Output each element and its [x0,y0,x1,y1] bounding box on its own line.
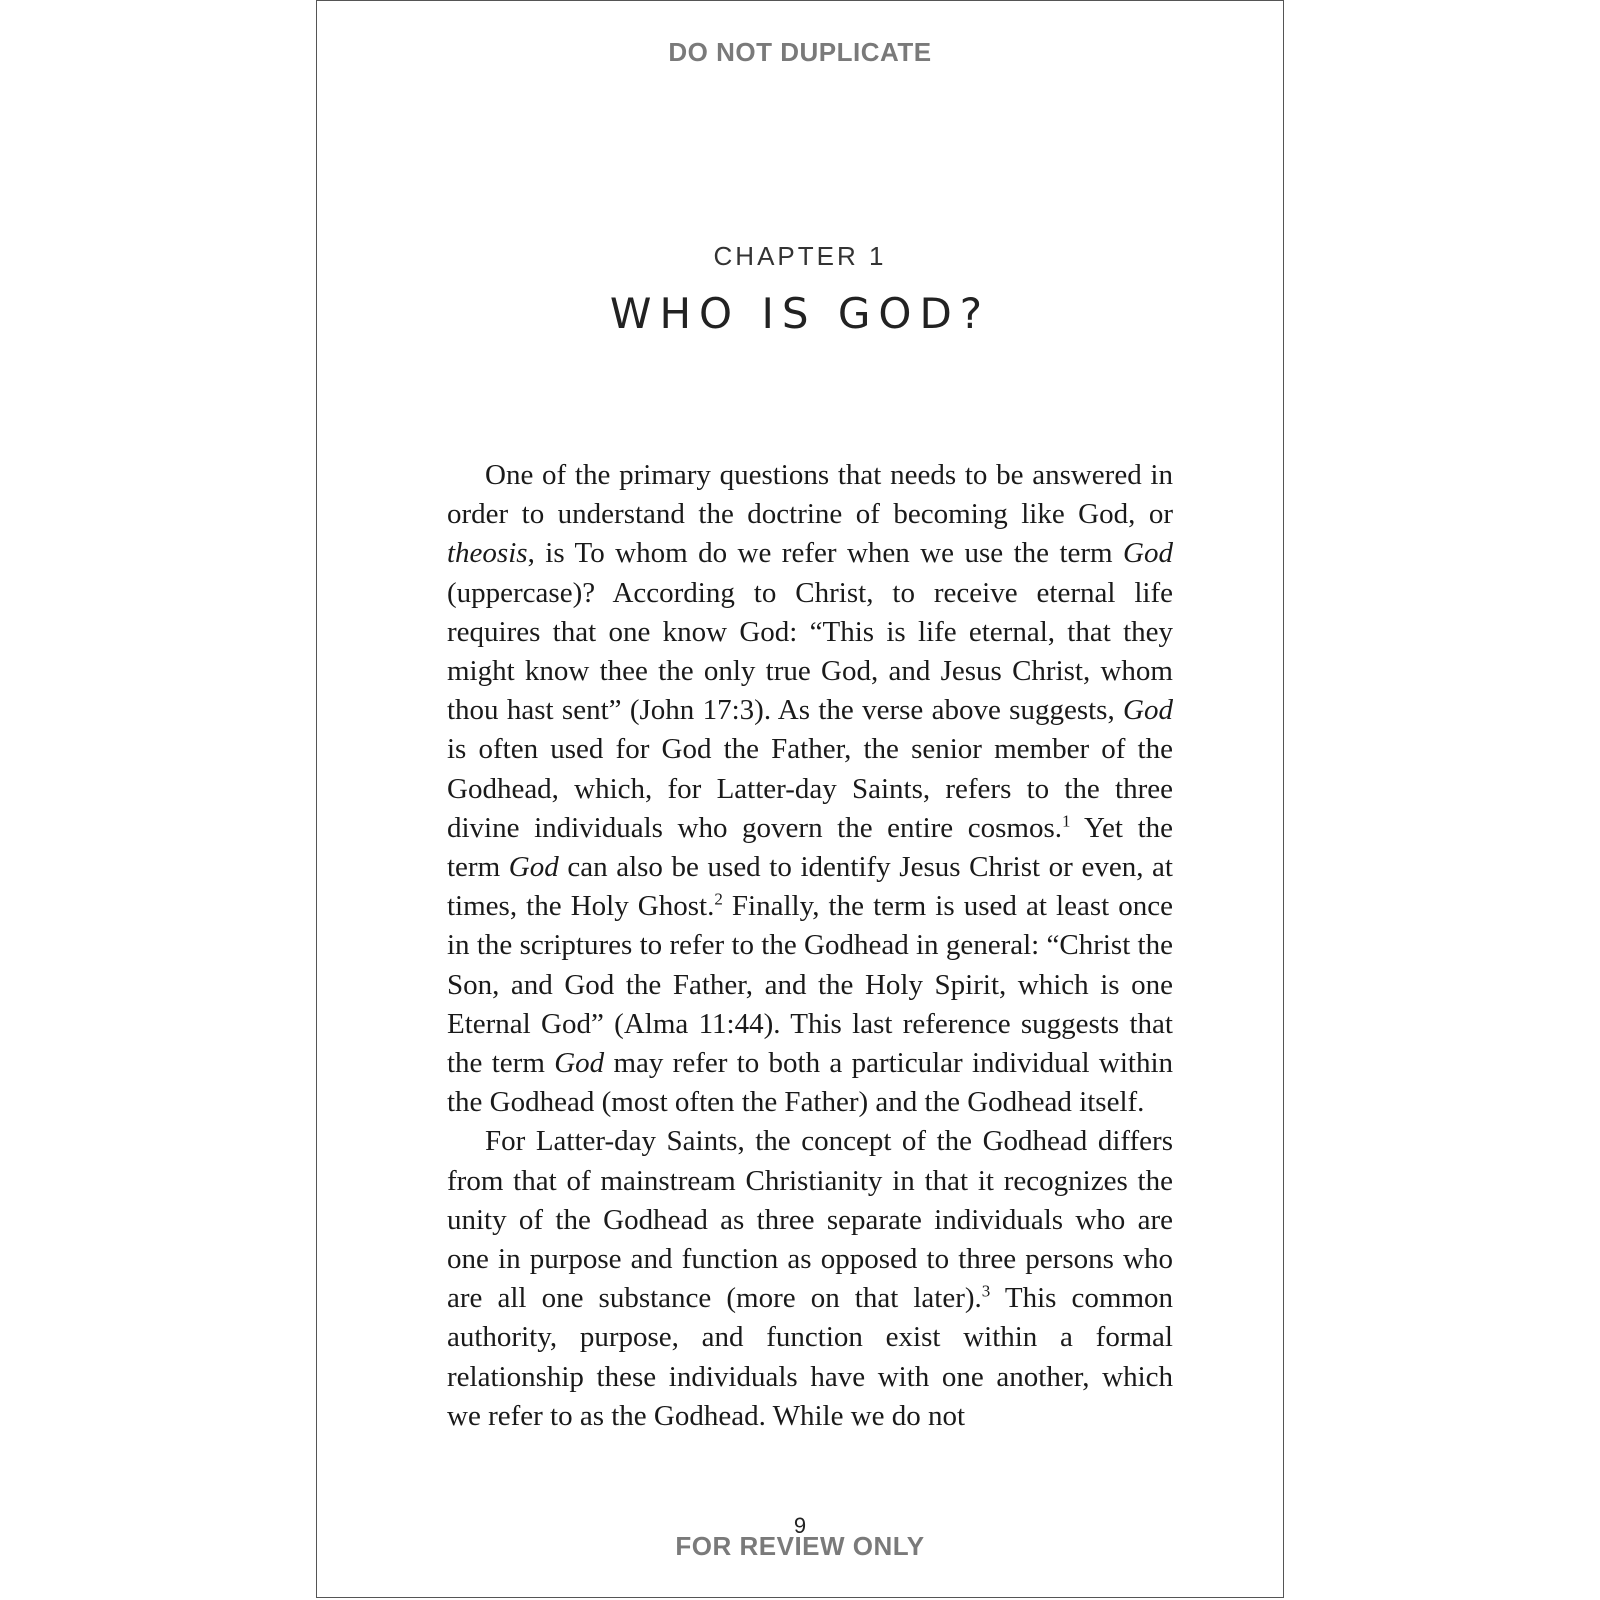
footnote-marker: 3 [981,1281,991,1301]
text-run: (uppercase)? According to Christ, to receive eternal life requires that one know God: “This is life eternal, that they might know thee the only true God, and Jesus Christ, whom thou hast sent” (John 17:3). As the verse above suggests, [447,576,1173,727]
text-run: This common authority, purpose, and function exist within a formal relationship these individuals have with one another, which we refer to as the Godhead. While we do not [447,1282,1173,1432]
italic-term: theosis [447,537,528,570]
book-page [316,0,1284,1598]
text-run: For Latter-day Saints, the concept of the Godhead differs from that of mainstream Christianity in that it recognizes the unity of the Godhead as three separate individuals who are one in purpose and function as opposed to three persons who are all one substance (more on that later). [447,1125,1173,1315]
footnote-marker: 2 [714,889,723,909]
paragraph-1 [447,456,1173,1122]
page-number: 9 [793,1513,807,1538]
paragraph-2 [447,1122,1173,1436]
text-run: may refer to both a particular individual within the Godhead (most often the Father) and the Godhead itself. [447,1047,1173,1119]
italic-term: God [508,851,559,884]
text-run: , is To whom do we refer when we use the term [527,537,1124,570]
text-run: Finally, the term is used at least once in the scriptures to refer to the Godhead in general: “Christ the Son, and God the Father, and the Holy Spirit, which is one Eternal God” (Alma 11:44). This last reference suggests that the term [447,890,1173,1080]
watermark-top: DO NOT DUPLICATE [668,37,932,67]
text-run: One of the primary questions that needs to be answered in order to understand the doctrine of becoming like God, or [447,459,1173,531]
text-run: can also be used to identify Jesus Christ or even, at times, the Holy Ghost. [447,851,1173,923]
italic-term: God [1123,694,1173,727]
footnote-marker: 1 [1062,811,1071,831]
chapter-title: WHO IS GOD? [609,289,991,338]
italic-term: God [1123,537,1173,570]
chapter-label: CHAPTER 1 [713,241,887,271]
text-run: Yet the term [447,811,1173,884]
text-run: is often used for God the Father, the senior member of the Godhead, which, for Latter-day Saints, refers to the three divine individuals who govern the entire cosmos. [447,733,1173,844]
watermark-bottom: FOR REVIEW ONLY [675,1531,925,1561]
italic-term: God [554,1047,605,1080]
body-text [447,456,1173,1436]
